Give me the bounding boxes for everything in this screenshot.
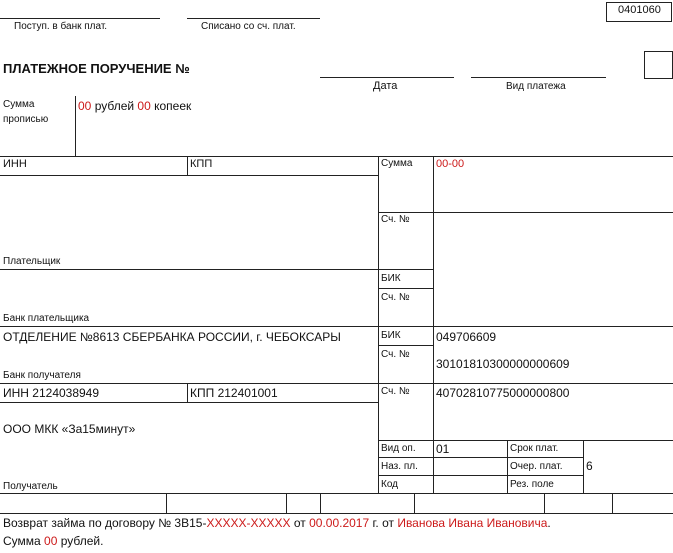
recipient-account-label: Сч. № [381,386,410,397]
payment-purpose: Возврат займа по договору № 3В15-ХХХХХ-ХХХХХ от 00.00.2017 г. от Иванова Ивана Ивановича. [3,516,551,530]
extra-cell-divider-1 [166,493,167,513]
recipient-name: ООО МКК «За15минут» [3,422,136,436]
grid-line-payer-bik [378,288,433,289]
op-type-value: 01 [436,442,450,456]
payer-bik-label: БИК [381,273,401,284]
grid-line-codes-mid2 [378,475,583,476]
code-label: Код [381,479,399,490]
grid-line-rec-bank-bottom [0,383,673,384]
grid-vline-main [378,156,379,493]
extra-cell-divider-6 [612,493,613,513]
amount-words-text: 00 рублей 00 копеек [78,99,192,113]
reserve-label: Рез. поле [510,479,554,490]
amount-rubles: 00 [78,99,92,113]
amount-words-label-1: Сумма [3,99,35,110]
payer-label: Плательщик [3,256,61,267]
form-code: 0401060 [618,4,661,16]
payment-purpose-sum: Сумма 00 рублей. [3,534,104,548]
recipient-label: Получатель [3,481,58,492]
amount-value: 00-00 [436,158,465,170]
payer-corr-account-label: Сч. № [381,292,410,303]
payment-sum-value: 00 [44,534,58,548]
term-label: Срок плат. [510,443,559,454]
grid-line-payer-bottom [0,269,433,270]
recipient-corr-account-value: 30101810300000000609 [436,357,570,371]
payer-bank-label: Банк плательщика [3,313,90,324]
amount-label: Сумма [381,158,413,169]
contract-date: 00.00.2017 [309,516,370,530]
grid-line-extra-bottom [0,513,673,514]
debited-label: Списано со сч. плат. [201,21,296,32]
grid-line-inn [0,175,378,176]
recipient-kpp: КПП 212401001 [190,386,278,400]
grid-line-acc [378,212,433,213]
status-box [644,51,673,79]
grid-vline-codes-right [583,440,584,493]
priority-value: 6 [586,459,593,473]
grid-line-rec-bik [378,345,433,346]
amount-kopeks: 00 [137,99,151,113]
purpose-code-label: Наз. пл. [381,461,418,472]
payer-kpp-label: КПП [190,158,213,170]
priority-label: Очер. плат. [510,461,563,472]
grid-vline-rec-kpp [187,383,188,402]
date-label: Дата [373,80,398,92]
payment-type-line [471,77,606,78]
recipient-account-value: 40702810775000000800 [436,386,570,400]
contract-number: ХХХХХ-ХХХХХ [206,516,291,530]
extra-cell-divider-3 [320,493,321,513]
grid-line-codes-top [378,440,673,441]
received-date-line [0,18,160,19]
recipient-bank-name: ОТДЕЛЕНИЕ №8613 СБЕРБАНКА РОССИИ, г. ЧЕБОКСАРЫ [3,330,341,344]
grid-line-payer-bank-bottom [0,326,673,327]
recipient-corr-account-label: Сч. № [381,349,410,360]
op-type-label: Вид оп. [381,443,416,454]
recipient-inn: ИНН 2124038949 [3,386,100,400]
payer-inn-label: ИНН [3,158,27,170]
debited-date-line [187,18,320,19]
grid-line-top [0,156,673,157]
grid-line-recipient-bottom [0,493,673,494]
extra-cell-divider-4 [414,493,415,513]
recipient-bik-value: 049706609 [436,330,497,344]
grid-vline-codes-mid [507,440,508,493]
payer-full-name: Иванова Ивана Ивановича [397,516,548,530]
amount-words-divider [75,96,76,156]
extra-cell-divider-5 [544,493,545,513]
received-label: Поступ. в банк плат. [14,21,108,32]
payment-type-label: Вид платежа [506,81,566,92]
amount-words-label-2: прописью [3,114,49,125]
grid-line-amount-bottom [433,212,673,213]
recipient-bank-label: Банк получателя [3,370,81,381]
date-line [320,77,454,78]
grid-vline-values [433,156,434,493]
page-title: ПЛАТЕЖНОЕ ПОРУЧЕНИЕ № [3,61,190,76]
grid-line-codes-mid1 [378,457,583,458]
payer-account-label: Сч. № [381,214,410,225]
extra-cell-divider-2 [286,493,287,513]
grid-vline-kpp [187,156,188,175]
grid-line-rec-inn [0,402,378,403]
recipient-bik-label: БИК [381,330,401,341]
